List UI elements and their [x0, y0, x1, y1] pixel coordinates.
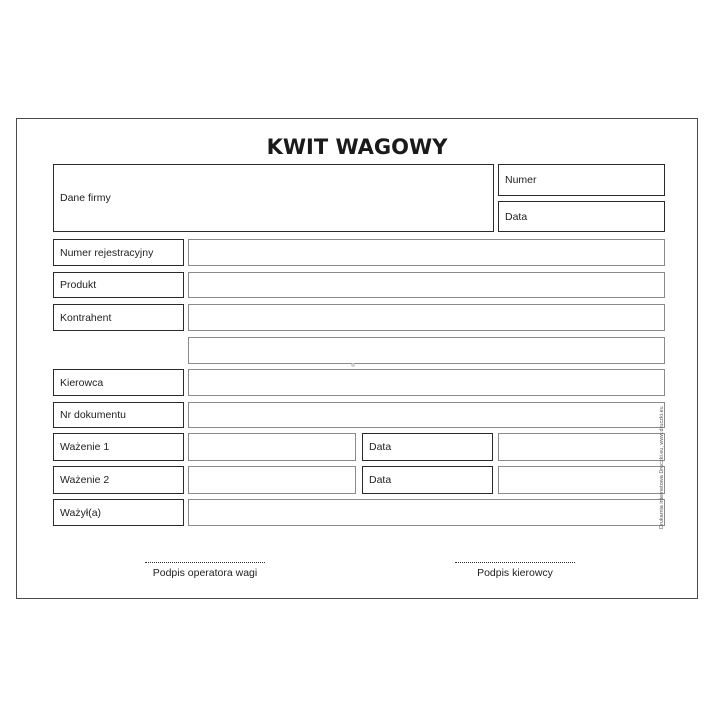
registration-number-field[interactable]: [188, 239, 665, 266]
weighing-1-date-label: Data: [369, 441, 392, 453]
weighing-1-label-box: [53, 433, 184, 461]
number-label: Numer: [505, 174, 537, 186]
driver-signature-label: Podpis kierowcy: [477, 567, 553, 579]
operator-signature-line[interactable]: [145, 562, 265, 563]
weighed-by-label: Ważył(a): [60, 506, 102, 519]
weighing-2-label: Ważenie 2: [60, 474, 110, 486]
weighing-1-field[interactable]: [188, 433, 356, 461]
weighed-by-label-box: [53, 499, 184, 526]
weighing-2-date-label-box: [362, 466, 493, 494]
driver-signature-line[interactable]: [455, 562, 575, 563]
document-number-field[interactable]: [188, 402, 665, 428]
weighing-2-label-box: [53, 466, 184, 494]
driver-label: Kierowca: [60, 376, 104, 389]
weighing-1-label: Ważenie 1: [60, 441, 110, 453]
company-data-label: Dane firmy: [60, 192, 111, 204]
weighing-2-date-label: Data: [369, 474, 392, 486]
printer-imprint-text: Drukarnia internetowa Druczki.eu, www.druczki.eu: [659, 406, 665, 529]
contractor-field-line2[interactable]: [188, 337, 665, 364]
product-field[interactable]: [188, 272, 665, 298]
company-data-box[interactable]: [53, 164, 494, 232]
weighing-2-date-field[interactable]: [498, 466, 665, 494]
driver-label-box: [53, 369, 184, 396]
weighing-ticket-form: [16, 118, 698, 599]
product-label: Produkt: [60, 279, 97, 291]
driver-field[interactable]: [188, 369, 665, 396]
number-box[interactable]: [498, 164, 665, 196]
weighed-by-field[interactable]: [188, 499, 665, 526]
form-title: KWIT WAGOWY: [266, 135, 448, 159]
weighing-1-date-field[interactable]: [498, 433, 665, 461]
operator-signature-label: Podpis operatora wagi: [152, 567, 258, 579]
date-label: Data: [505, 210, 528, 223]
center-mark: [351, 363, 355, 367]
contractor-field[interactable]: [188, 304, 665, 331]
document-number-label-box: [53, 402, 184, 428]
contractor-label: Kontrahent: [60, 311, 112, 324]
contractor-label-box: [53, 304, 184, 331]
date-box[interactable]: [498, 201, 665, 232]
weighing-1-date-label-box: [362, 433, 493, 461]
weighing-2-field[interactable]: [188, 466, 356, 494]
product-label-box: [53, 272, 184, 298]
document-number-label: Nr dokumentu: [60, 409, 126, 421]
registration-number-label: Numer rejestracyjny: [60, 246, 154, 259]
registration-number-label-box: [53, 239, 184, 266]
